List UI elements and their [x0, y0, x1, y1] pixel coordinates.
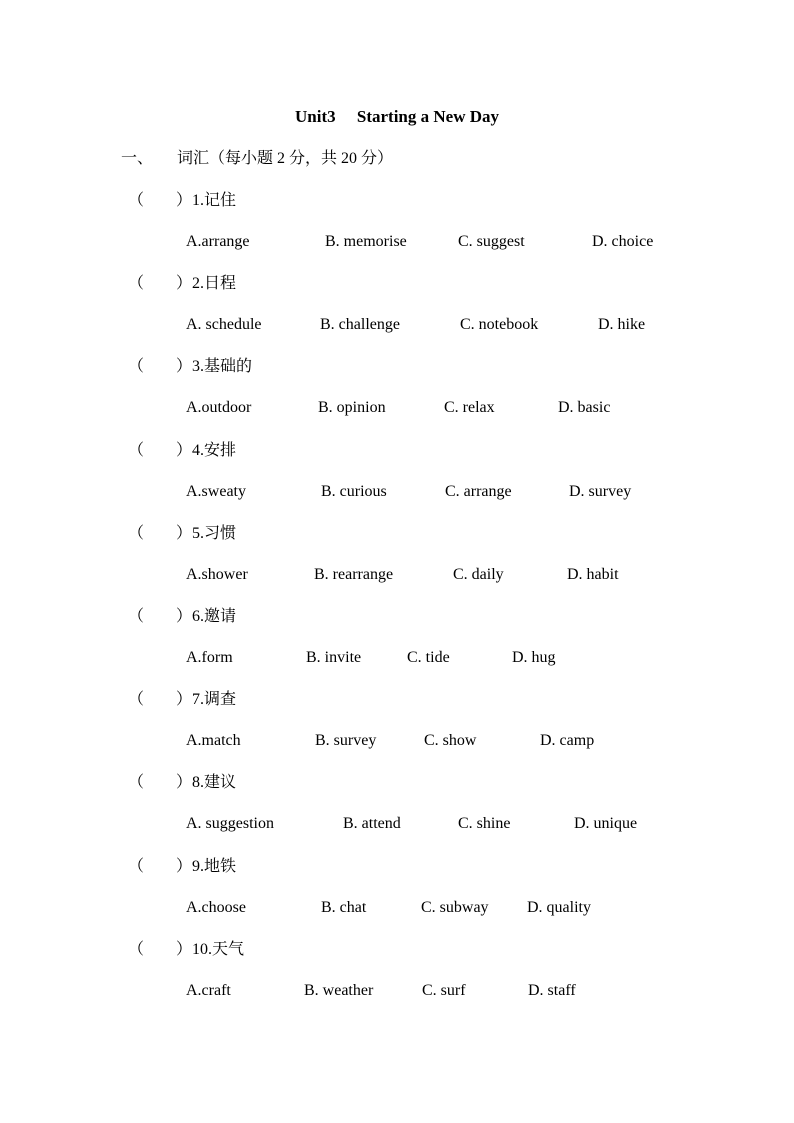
option-a: A.match: [186, 732, 241, 750]
option-c: C. relax: [444, 399, 495, 417]
option-row: [0, 730, 794, 752]
question-stem-line: [128, 440, 236, 462]
question-item: [0, 523, 794, 607]
option-c: C. surf: [422, 981, 466, 999]
option-b: B. weather: [304, 981, 374, 999]
question-item: [0, 772, 794, 856]
option-d: D. choice: [592, 233, 654, 250]
question-stem: ）6.邀请: [176, 608, 237, 625]
option-b: B. curious: [321, 482, 387, 500]
option-d: D. camp: [540, 732, 595, 750]
question-stem-line: [128, 523, 236, 545]
option-c: C. subway: [421, 898, 489, 916]
option-c: C. tide: [407, 649, 450, 666]
question-stem-line: [128, 356, 252, 378]
question-stem: ）2.日程: [176, 275, 237, 293]
option-row: [0, 314, 794, 336]
question-item: [0, 190, 794, 274]
question-stem: ）10.天气: [176, 940, 245, 958]
option-d: D. hug: [512, 649, 556, 666]
question-stem: ）7.调查: [176, 691, 237, 709]
section-heading: [121, 148, 393, 170]
question-stem: ）4.安排: [176, 441, 237, 459]
question-stem-line: [128, 772, 236, 794]
answer-blank-open-paren: （: [128, 358, 145, 376]
answer-blank-open-paren: （: [128, 940, 145, 958]
option-d: D. basic: [558, 399, 611, 417]
question-item: [0, 440, 794, 524]
option-b: B. invite: [306, 649, 362, 666]
option-d: D. habit: [567, 565, 619, 583]
option-d: D. quality: [527, 898, 591, 916]
option-d: D. staff: [528, 981, 576, 999]
option-a: A.arrange: [186, 233, 250, 250]
option-d: D. survey: [569, 482, 632, 500]
question-item: [0, 939, 794, 1023]
question-item: [0, 689, 794, 773]
option-b: B. memorise: [325, 233, 407, 250]
option-d: D. unique: [574, 815, 638, 833]
section-heading-text: 词汇（每小题 2 分，共 20 分）: [177, 150, 394, 167]
option-row: [0, 980, 794, 1002]
question-stem: ）1.记住: [176, 192, 237, 209]
option-a: A. schedule: [186, 316, 262, 334]
option-d: D. hike: [598, 316, 646, 334]
option-row: [0, 231, 794, 253]
question-stem-line: [128, 273, 236, 295]
answer-blank-open-paren: （: [128, 691, 145, 709]
option-row: [0, 647, 794, 669]
answer-blank-open-paren: （: [128, 608, 145, 625]
question-stem-line: [128, 856, 236, 878]
question-stem-line: [128, 606, 236, 628]
option-b: B. attend: [343, 815, 401, 833]
section-number: 一、: [121, 150, 154, 167]
option-row: [0, 813, 794, 835]
option-b: B. rearrange: [314, 565, 394, 583]
option-row: [0, 397, 794, 419]
option-a: A.sweaty: [186, 482, 246, 500]
page-title: Unit3 Starting a New Day: [295, 107, 499, 126]
question-stem-line: [128, 939, 244, 961]
question-stem-line: [128, 190, 236, 212]
question-item: [0, 606, 794, 690]
option-row: [0, 481, 794, 503]
answer-blank-open-paren: （: [128, 192, 145, 209]
option-c: C. daily: [453, 565, 504, 583]
option-a: A.shower: [186, 565, 248, 583]
option-row: [0, 564, 794, 586]
answer-blank-open-paren: （: [128, 774, 145, 792]
option-c: C. notebook: [460, 316, 539, 334]
question-item: [0, 273, 794, 357]
question-item: [0, 356, 794, 440]
option-c: C. shine: [458, 815, 511, 833]
option-a: A.outdoor: [186, 399, 252, 417]
answer-blank-open-paren: （: [128, 441, 145, 459]
option-c: C. arrange: [445, 482, 512, 500]
option-a: A.choose: [186, 898, 246, 916]
question-stem: ）3.基础的: [176, 358, 253, 376]
question-stem: ）8.建议: [176, 774, 237, 792]
option-b: B. challenge: [320, 316, 400, 334]
option-b: B. chat: [321, 898, 367, 916]
question-item: [0, 856, 794, 940]
answer-blank-open-paren: （: [128, 275, 145, 293]
option-a: A. suggestion: [186, 815, 274, 833]
question-stem-line: [128, 689, 236, 711]
option-c: C. show: [424, 732, 477, 750]
answer-blank-open-paren: （: [128, 524, 145, 542]
question-stem: ）5.习惯: [176, 524, 237, 542]
option-row: [0, 897, 794, 919]
option-a: A.craft: [186, 981, 231, 999]
answer-blank-open-paren: （: [128, 857, 145, 875]
option-c: C. suggest: [458, 233, 525, 250]
option-a: A.form: [186, 649, 233, 666]
option-b: B. opinion: [318, 399, 386, 417]
question-stem: ）9.地铁: [176, 857, 237, 875]
option-b: B. survey: [315, 732, 377, 750]
